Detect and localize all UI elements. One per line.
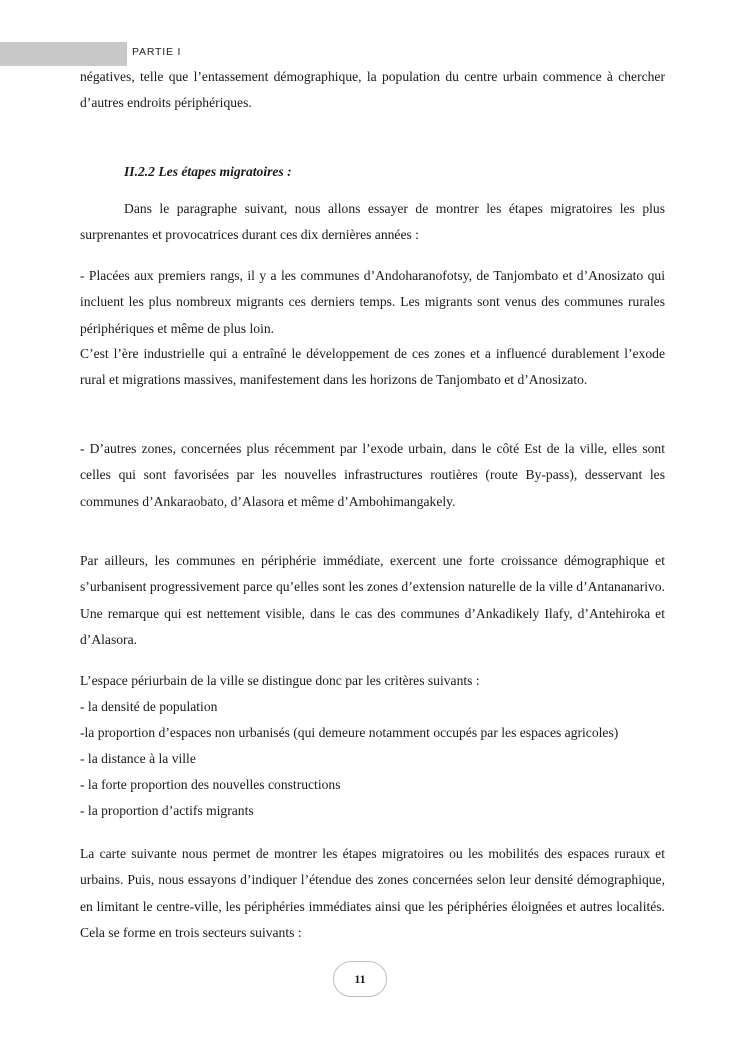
section-label: PARTIE I [132,46,182,58]
paragraph-5: - D’autres zones, concernées plus récemment par l’exode urbain, dans le côté Est de la ville, elles sont celles qui sont favorisées par les nouvelles infrastructures routières (route By-pass), desservant les communes d’Ankaraobato, d’Alasora et même d’Ambohimangakely. [80,441,665,509]
criteria-intro: L’espace périurbain de la ville se distingue donc par les critères suivants : [80,673,480,688]
list-item: - la proportion d’actifs migrants [80,803,254,818]
list-item: - la forte proportion des nouvelles constructions [80,777,341,792]
header-bar [0,42,127,66]
list-item: - la distance à la ville [80,751,196,766]
paragraph-3: - Placées aux premiers rangs, il y a les communes d’Andoharanofotsy, de Tanjombato et d’Anosizato qui incluent les plus nombreux migrants ces derniers temps. Les migrants sont venus des communes rurales périphériques et même de plus loin. [80,268,665,336]
paragraph-1: négatives, telle que l’entassement démographique, la population du centre urbain commence à chercher d’autres endroits périphériques. [80,69,665,111]
paragraph-6: Par ailleurs, les communes en périphérie immédiate, exercent une forte croissance démographique et s’urbanisent progressivement parce qu’elles sont les zones d’extension naturelle de la ville d’Antananarivo. Une remarque qui est nettement visible, dans le cas des communes d’Ankadikely Ilafy, d’Antehiroka et d’Alasora. [80,553,665,647]
paragraph-4: C’est l’ère industrielle qui a entraîné le développement de ces zones et a influencé durablement l’exode rural et migrations massives, manifestement dans les horizons de Tanjombato et d’Anosizato. [80,346,665,388]
paragraph-7: La carte suivante nous permet de montrer les étapes migratoires ou les mobilités des espaces ruraux et urbains. Puis, nous essayons d’indiquer l’étendue des zones concernées selon leur densité démographique, en limitant le centre-ville, les périphéries immédiates ainsi que les périphéries éloignées et autres localités. Cela se forme en trois secteurs suivants : [80,846,665,940]
section-heading: II.2.2 Les étapes migratoires : [124,164,292,179]
paragraph-2: Dans le paragraphe suivant, nous allons essayer de montrer les étapes migratoires les plus surprenantes et provocatrices durant ces dix dernières années : [80,201,665,243]
list-item: - la densité de population [80,699,218,714]
list-item: -la proportion d’espaces non urbanisés (qui demeure notamment occupés par les espaces agricoles) [80,725,619,740]
page-number: 11 [333,961,387,997]
